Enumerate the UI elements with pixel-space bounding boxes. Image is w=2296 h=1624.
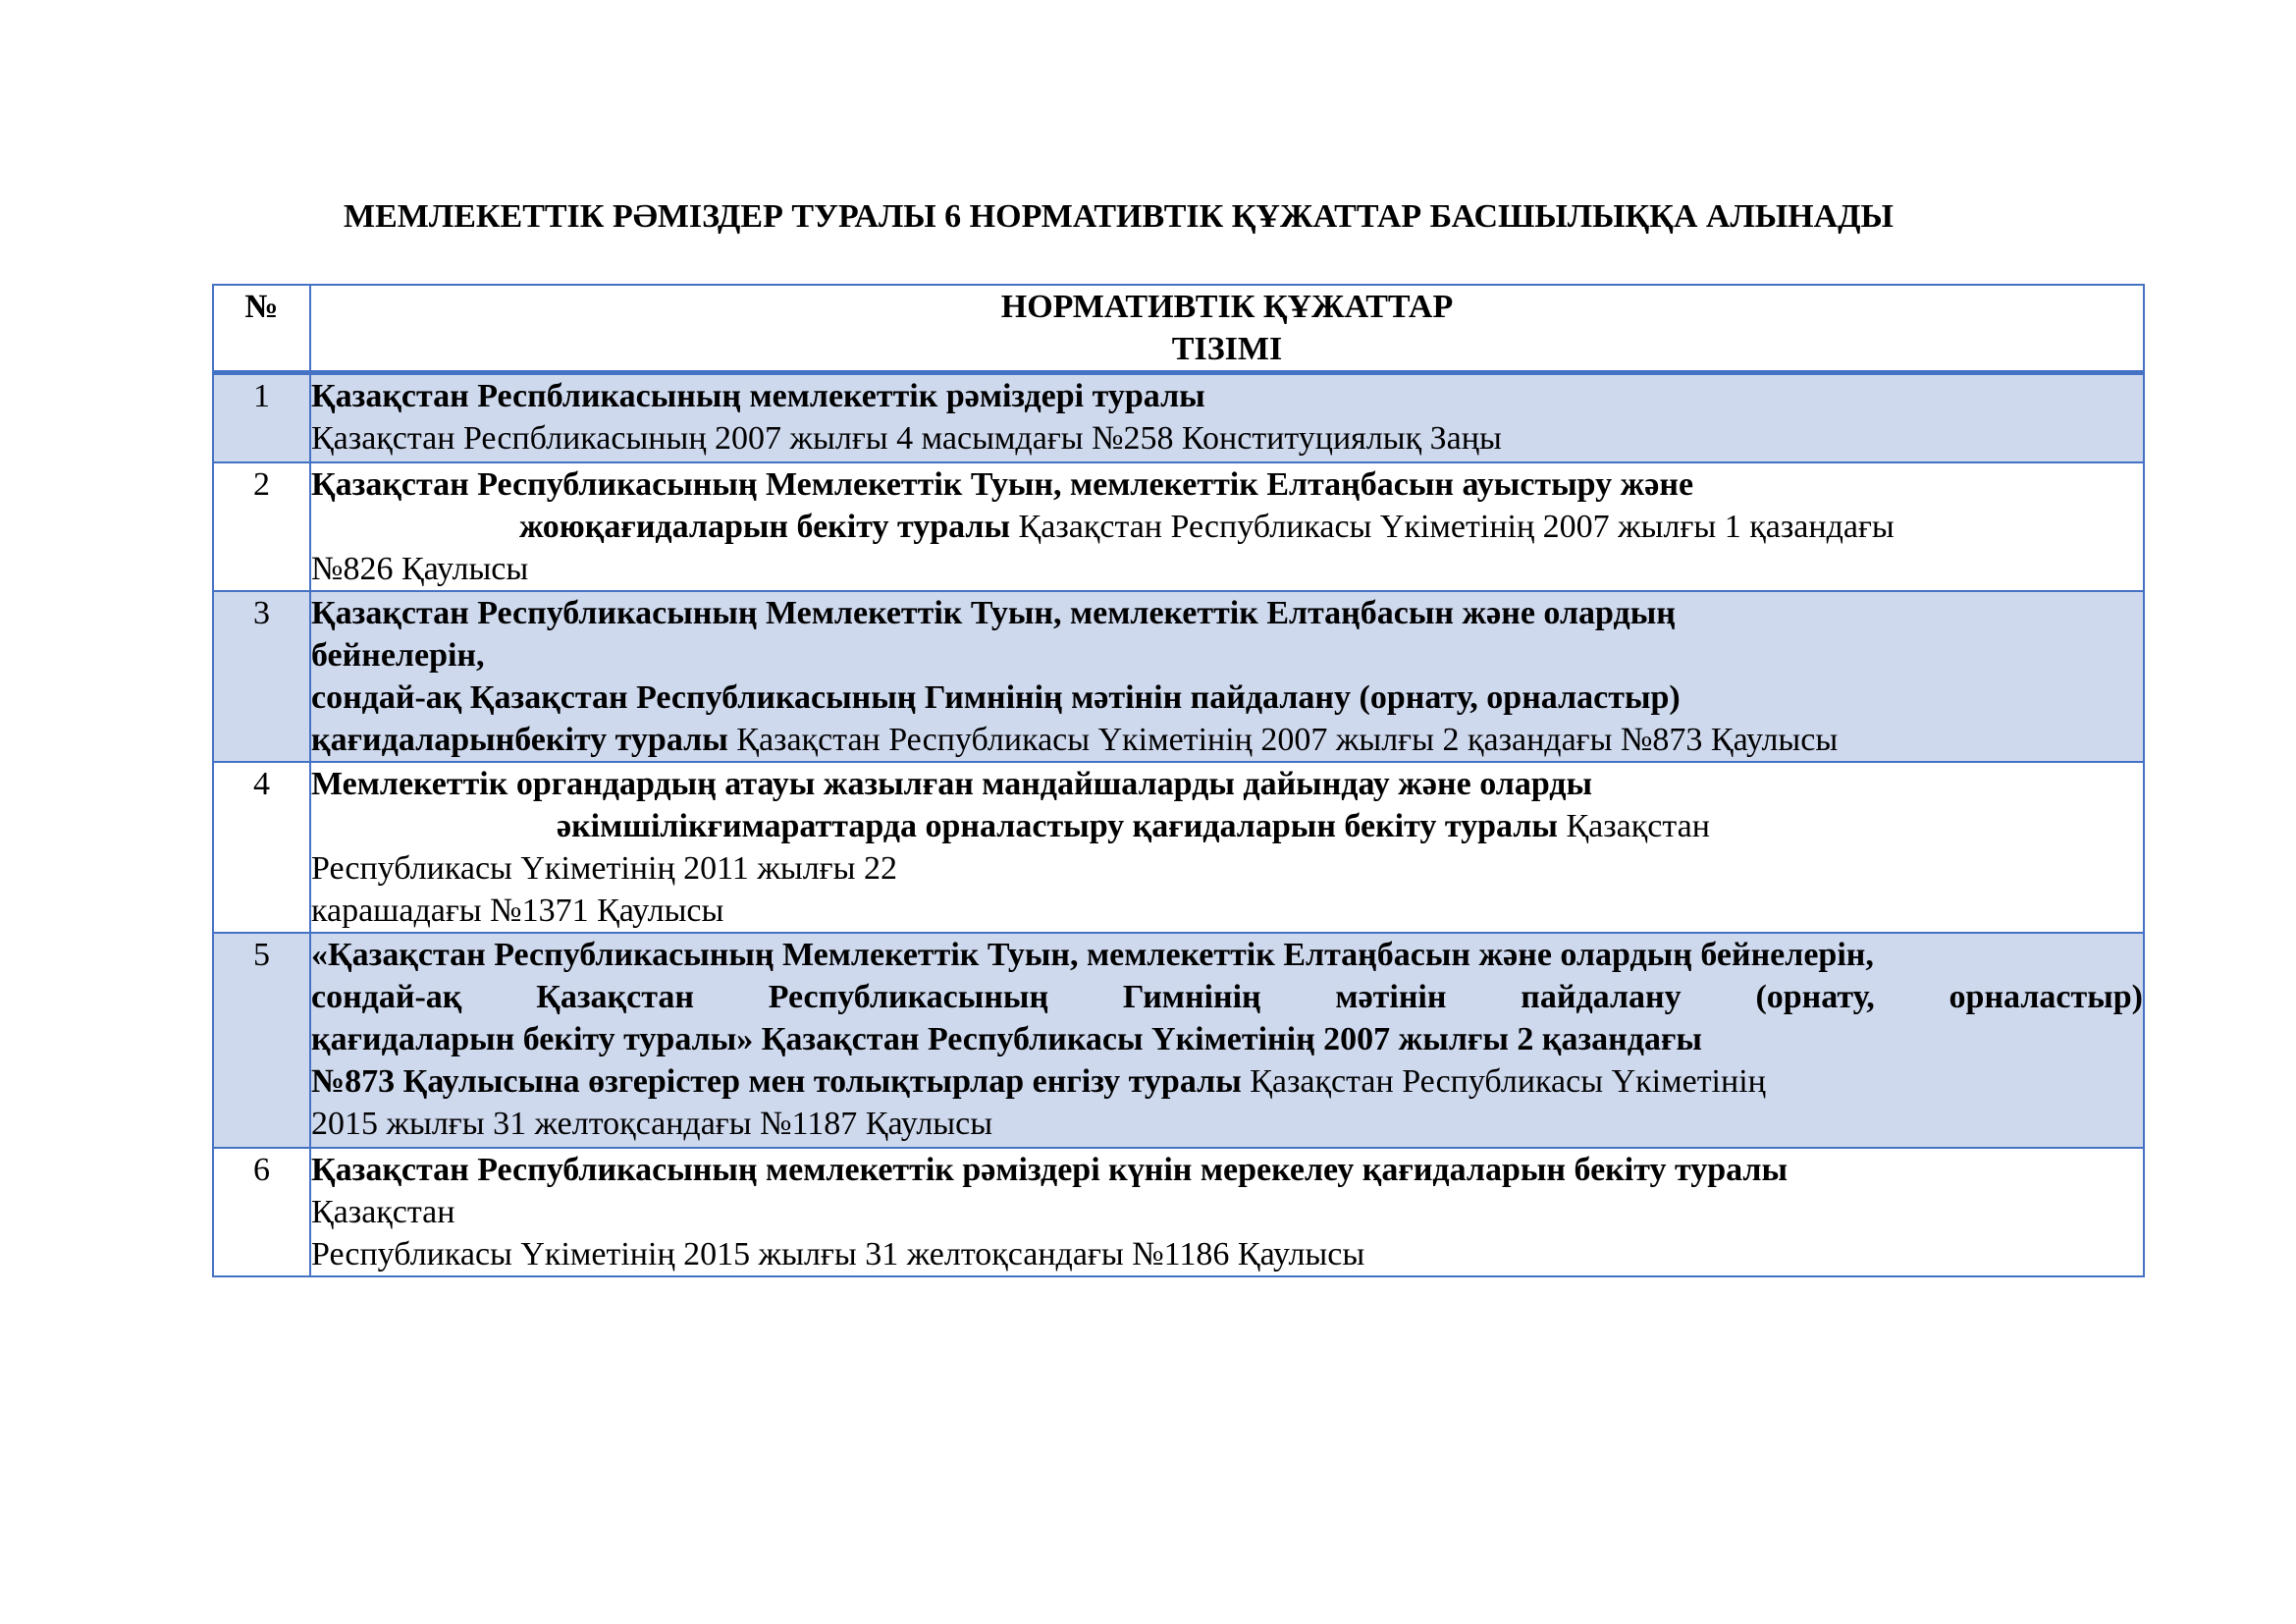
row-number: 4	[213, 762, 310, 933]
document-title-cont: сондай-ақ Қазақстан Республикасының Гимнінің мәтінін пайдалану (орнату, орналастыр)	[311, 679, 1681, 716]
document-title-cont: қағидаларын бекіту туралы» Қазақстан Республикасы Үкіметінің 2007 жылғы 2 қазандағы	[311, 1021, 1702, 1057]
document-title-cont: бейнелерін,	[311, 637, 485, 674]
table-row	[213, 373, 2144, 463]
document-detail: Қазақстан	[311, 1194, 455, 1230]
row-document	[310, 462, 2144, 591]
table-row	[213, 762, 2144, 933]
document-detail: Қазақстан Республикасы Үкіметінің	[1241, 1063, 1766, 1100]
header-documents-line2: ТІЗІМІ	[1171, 331, 1283, 367]
row-number: 6	[213, 1148, 310, 1276]
document-title-cont: №873 Қаулысына өзгерістер мен толықтырлар енгізу туралы	[311, 1063, 1242, 1100]
row-document	[310, 1148, 2144, 1276]
document-detail: Қазақстан Республикасы Үкіметінің 2007 жылғы 2 қазандағы №873 Қаулысы	[727, 722, 1839, 758]
document-title-cont: қағидаларынбекіту туралы	[311, 722, 728, 758]
document-detail-cont: Республикасы Үкіметінің 2015 жылғы 31 желтоқсандағы №1186 Қаулысы	[311, 1236, 1365, 1272]
table-header-row	[213, 285, 2144, 373]
row-document	[310, 762, 2144, 933]
table-row	[213, 933, 2144, 1148]
document-detail-cont: Республикасы Үкіметінің 2011 жылғы 22	[311, 850, 897, 887]
document-title-cont: жоюқағидаларын бекіту туралы	[519, 509, 1011, 545]
row-number: 3	[213, 591, 310, 762]
document-detail: Қазақстан	[1557, 808, 1710, 844]
header-documents-line1: НОРМАТИВТІК ҚҰЖАТТАР	[1000, 289, 1454, 325]
documents-table	[212, 284, 2145, 1277]
row-document	[310, 933, 2144, 1148]
document-title: Қазақстан Респбликасының мемлекеттік рәміздері туралы	[311, 378, 1205, 414]
document-detail-cont: №826 Қаулысы	[311, 551, 529, 587]
page-title: МЕМЛЕКЕТТІК РӘМІЗДЕР ТУРАЛЫ 6 НОРМАТИВТІК ҚҰЖАТТАР БАСШЫЛЫҚҚА АЛЫНАДЫ	[344, 198, 1894, 235]
document-title: «Қазақстан Республикасының Мемлекеттік Туын, мемлекеттік Елтаңбасын және олардың бейнелерін,	[311, 937, 1874, 973]
document-detail-cont: 2015 жылғы 31 желтоқсандағы №1187 Қаулысы	[311, 1106, 993, 1142]
table-row	[213, 1148, 2144, 1276]
document-title-cont: сондай-ақ Қазақстан Республикасының Гимнінің мәтінін пайдалану (орнату, орналастыр)	[311, 979, 2143, 1015]
row-number: 1	[213, 373, 310, 463]
row-number: 2	[213, 462, 310, 591]
row-document	[310, 373, 2144, 463]
document-title: Қазақстан Республикасының Мемлекеттік Туын, мемлекеттік Елтаңбасын және олардың	[311, 595, 1676, 631]
table-row	[213, 591, 2144, 762]
document-title: Мемлекеттік органдардың атауы жазылған мандайшаларды дайындау және оларды	[311, 766, 1593, 802]
document-detail: Қазақстан Республикасы Үкіметінің 2007 жылғы 1 қазандағы	[1010, 509, 1895, 545]
document-detail: Қазақстан Респбликасының 2007 жылғы 4 масымдағы №258 Конституциялық Заңы	[311, 420, 1502, 457]
table-row	[213, 462, 2144, 591]
header-documents	[310, 285, 2144, 373]
row-document	[310, 591, 2144, 762]
document-title-cont: әкімшілікғимараттарда орналастыру қағидаларын бекіту туралы	[557, 808, 1558, 844]
document-title: Қазақстан Республикасының мемлекеттік рәміздері күнін мерекелеу қағидаларын бекіту туралы	[311, 1152, 1789, 1188]
document-detail-cont: карашадағы №1371 Қаулысы	[311, 893, 724, 929]
header-number: №	[213, 285, 310, 373]
document-title: Қазақстан Республикасының Мемлекеттік Туын, мемлекеттік Елтаңбасын ауыстыру және	[311, 466, 1694, 503]
row-number: 5	[213, 933, 310, 1148]
